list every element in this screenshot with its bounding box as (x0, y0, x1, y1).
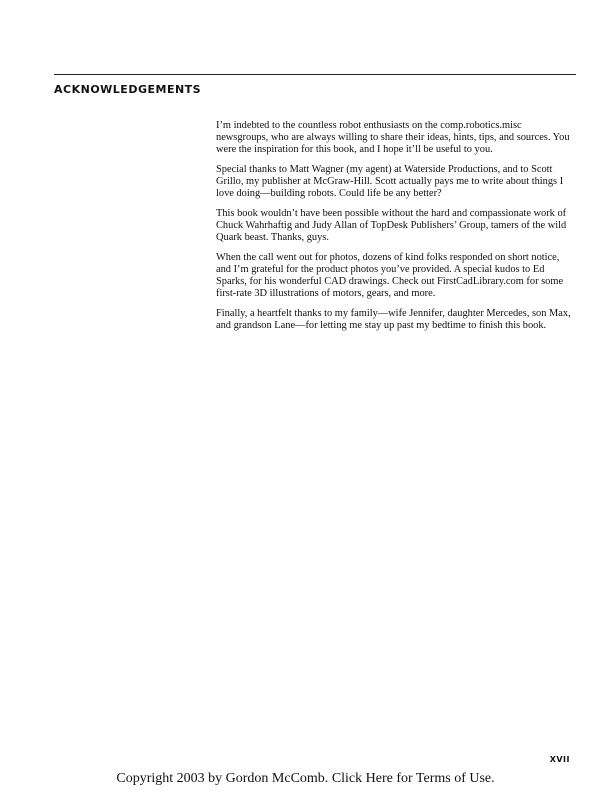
paragraph-3: This book wouldn’t have been possible without the hard and compassionate work of Chuck Wahrhaftig and Judy Allan of TopDesk Publishers’ Group, tamers of the wild Quark beast. Thanks, guys. (216, 208, 567, 243)
body-text (216, 120, 576, 340)
paragraph-4: When the call went out for photos, dozens of kind folks responded on short notice, and I’m grateful for the product photos you’ve provided. A special kudos to Ed Sparks, for his wonderful CAD drawings. Check out FirstCadLibrary.com for some first-rate 3D illustrations of motors, gears, and more. (216, 252, 564, 299)
copyright-text: Copyright 2003 by Gordon McComb. (116, 771, 332, 786)
page-title: acknowledgements (54, 78, 202, 97)
paragraph-2: Special thanks to Matt Wagner (my agent) at Waterside Productions, and to Scott Grillo, my publisher at McGraw-Hill. Scott actually pays me to write about things I love doing—building robots. Could life be any better? (216, 164, 564, 199)
footer (0, 771, 611, 787)
paragraph-1: I’m indebted to the countless robot enthusiasts on the comp.robotics.misc newsgroups, who are always willing to share their ideas, hints, tips, and sources. You were the inspiration for this book, and I hope it’ll be useful to you. (216, 120, 570, 155)
page-number: xvii (549, 752, 570, 765)
paragraph-5: Finally, a heartfelt thanks to my family—wife Jennifer, daughter Mercedes, son Max, and grandson Lane—for letting me stay up past my bedtime to finish this book. (216, 308, 571, 331)
top-rule (54, 74, 576, 75)
terms-of-use-link[interactable]: Click Here for Terms of Use. (331, 771, 495, 786)
